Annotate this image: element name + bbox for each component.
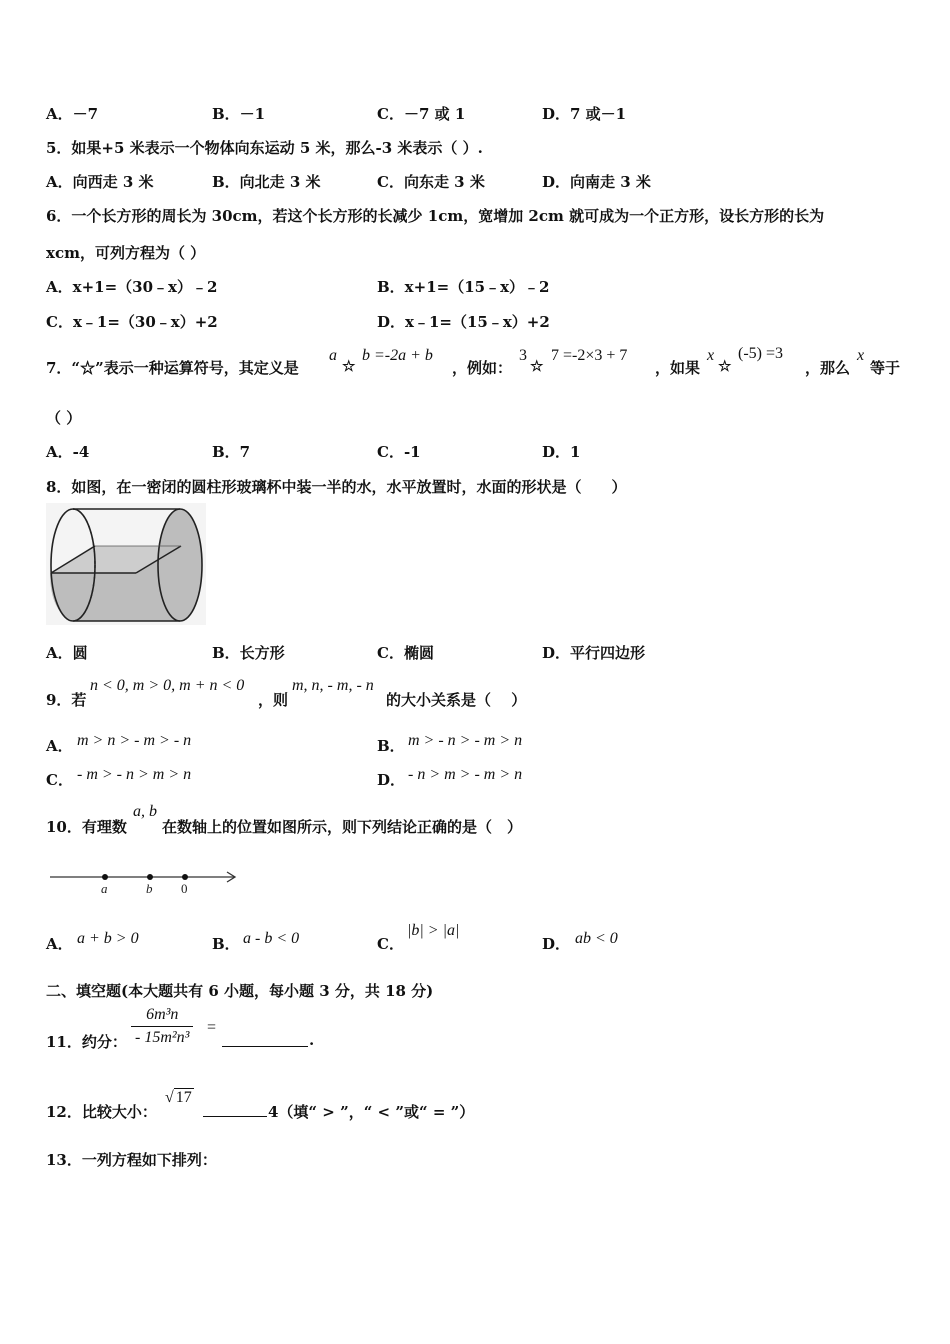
q9-option-a-label: A． bbox=[46, 737, 73, 755]
q7-option-d: D．1 bbox=[542, 443, 581, 461]
q8-stem: 8．如图，在一密闭的圆柱形玻璃杯中装一半的水，水平放置时，水面的形状是（ ） bbox=[46, 478, 627, 496]
q9-set: m, n, - m, - n bbox=[292, 677, 374, 694]
q9-option-a: m > n > - m > - n bbox=[77, 732, 192, 749]
q11-answer-blank[interactable] bbox=[222, 1030, 308, 1047]
q7-condition: (-5) =3 bbox=[738, 345, 784, 362]
q4-option-c: C．－7 或 1 bbox=[377, 105, 466, 123]
q7-if-label: ，如果 bbox=[655, 359, 701, 377]
q8-option-c: C．椭圆 bbox=[377, 644, 434, 662]
q7-equals-label: 等于 bbox=[870, 359, 901, 377]
q11-numerator: 6m³n bbox=[131, 1006, 193, 1027]
q8-option-d: D．平行四边形 bbox=[542, 644, 646, 662]
q7-star-symbol: ☆ bbox=[342, 357, 356, 375]
q9-option-c-label: C． bbox=[46, 771, 73, 789]
q4-option-b: B．－1 bbox=[212, 105, 266, 123]
q9-option-c: - m > - n > m > n bbox=[77, 766, 192, 783]
q10-option-a-label: A． bbox=[46, 935, 73, 953]
q7-example-3: 3 bbox=[519, 347, 527, 364]
q11-fraction bbox=[131, 1006, 193, 1047]
q7-star-symbol-2: ☆ bbox=[530, 357, 544, 375]
number-line bbox=[48, 864, 240, 898]
q6-option-b: B．x+1=（15﹣x）﹣2 bbox=[377, 278, 550, 296]
q6-stem-line1: 6．一个长方形的周长为 30cm，若这个长方形的长减少 1cm，宽增加 2cm 就可成为一个正方形，设长方形的长为 bbox=[46, 207, 825, 225]
q10-stem-end: 在数轴上的位置如图所示，则下列结论正确的是（ ） bbox=[162, 818, 523, 836]
q11-denominator: - 15m²n³ bbox=[135, 1029, 190, 1046]
q12-sqrt: √ 17 bbox=[165, 1089, 192, 1106]
q11-equals: = bbox=[207, 1019, 217, 1036]
q5-stem: 5．如果+5 米表示一个物体向东运动 5 米，那么-3 米表示（ ）. bbox=[46, 139, 483, 157]
q7-paren: （ ） bbox=[46, 409, 82, 427]
q5-option-c: C．向东走 3 米 bbox=[377, 173, 485, 191]
q7-example-label: ，例如： bbox=[452, 359, 513, 377]
q8-option-b: B．长方形 bbox=[212, 644, 285, 662]
q7-def-a: a bbox=[329, 347, 337, 364]
q6-option-d: D．x﹣1=（15﹣x）+2 bbox=[377, 313, 550, 331]
q10-option-c-label: C． bbox=[377, 935, 404, 953]
q7-definition: b =-2a + b bbox=[362, 347, 433, 364]
q9-option-b-label: B． bbox=[377, 737, 405, 755]
q10-option-a: a + b > 0 bbox=[77, 930, 139, 947]
q10-option-c: |b| > |a| bbox=[407, 922, 460, 939]
q7-if-x: x bbox=[707, 347, 715, 364]
q6-option-c: C．x﹣1=（30﹣x）+2 bbox=[46, 313, 218, 331]
q9-if-label: 9．若 bbox=[46, 691, 87, 709]
q7-star-symbol-3: ☆ bbox=[718, 357, 732, 375]
number-line-label-a: a bbox=[101, 881, 108, 896]
q8-option-a: A．圆 bbox=[46, 644, 88, 662]
q7-option-b: B．7 bbox=[212, 443, 251, 461]
number-line-label-0: 0 bbox=[181, 881, 188, 896]
q7-example: 7 =-2×3 + 7 bbox=[551, 347, 628, 364]
q4-option-a: A．－7 bbox=[46, 105, 99, 123]
q10-option-d-label: D． bbox=[542, 935, 571, 953]
q10-option-b: a - b < 0 bbox=[243, 930, 300, 947]
q9-option-d: - n > m > - m > n bbox=[408, 766, 523, 783]
q11-period: . bbox=[309, 1031, 315, 1049]
q10-ab: a, b bbox=[133, 803, 157, 820]
q5-option-b: B．向北走 3 米 bbox=[212, 173, 321, 191]
q9-option-d-label: D． bbox=[377, 771, 406, 789]
q13-label: 13．一列方程如下排列： bbox=[46, 1151, 217, 1169]
q12-label: 12．比较大小： bbox=[46, 1103, 157, 1121]
q7-x: x bbox=[857, 347, 865, 364]
q5-option-a: A．向西走 3 米 bbox=[46, 173, 154, 191]
q10-label: 10．有理数 bbox=[46, 818, 127, 836]
q6-stem-line2: xcm，可列方程为（ ） bbox=[46, 244, 206, 262]
q12-answer-blank[interactable] bbox=[203, 1100, 267, 1117]
q9-stem-end: 的大小关系是（ ） bbox=[386, 691, 527, 709]
q7-option-a: A．-4 bbox=[46, 443, 90, 461]
q7-stem-text1: 7．“☆”表示一种运算符号，其定义是 bbox=[46, 359, 299, 377]
q9-option-b: m > - n > - m > n bbox=[408, 732, 523, 749]
q12-instructions: 4（填“ > ”，“ < ”或“ = ”） bbox=[268, 1103, 475, 1121]
cylinder-figure bbox=[46, 503, 206, 625]
q6-option-a: A．x+1=（30﹣x）﹣2 bbox=[46, 278, 218, 296]
q5-option-d: D．向南走 3 米 bbox=[542, 173, 651, 191]
q9-then-label: ，则 bbox=[258, 691, 289, 709]
q11-label: 11．约分： bbox=[46, 1033, 127, 1051]
q10-option-d: ab < 0 bbox=[575, 930, 618, 947]
q4-option-d: D．7 或－1 bbox=[542, 105, 627, 123]
number-line-label-b: b bbox=[146, 881, 153, 896]
q10-option-b-label: B． bbox=[212, 935, 240, 953]
q7-then-label: ，那么 bbox=[805, 359, 851, 377]
q9-condition: n < 0, m > 0, m + n < 0 bbox=[90, 677, 245, 694]
q7-option-c: C．-1 bbox=[377, 443, 421, 461]
section-heading-fill-in: 二、填空题(本大题共有 6 小题，每小题 3 分，共 18 分) bbox=[46, 982, 434, 1000]
